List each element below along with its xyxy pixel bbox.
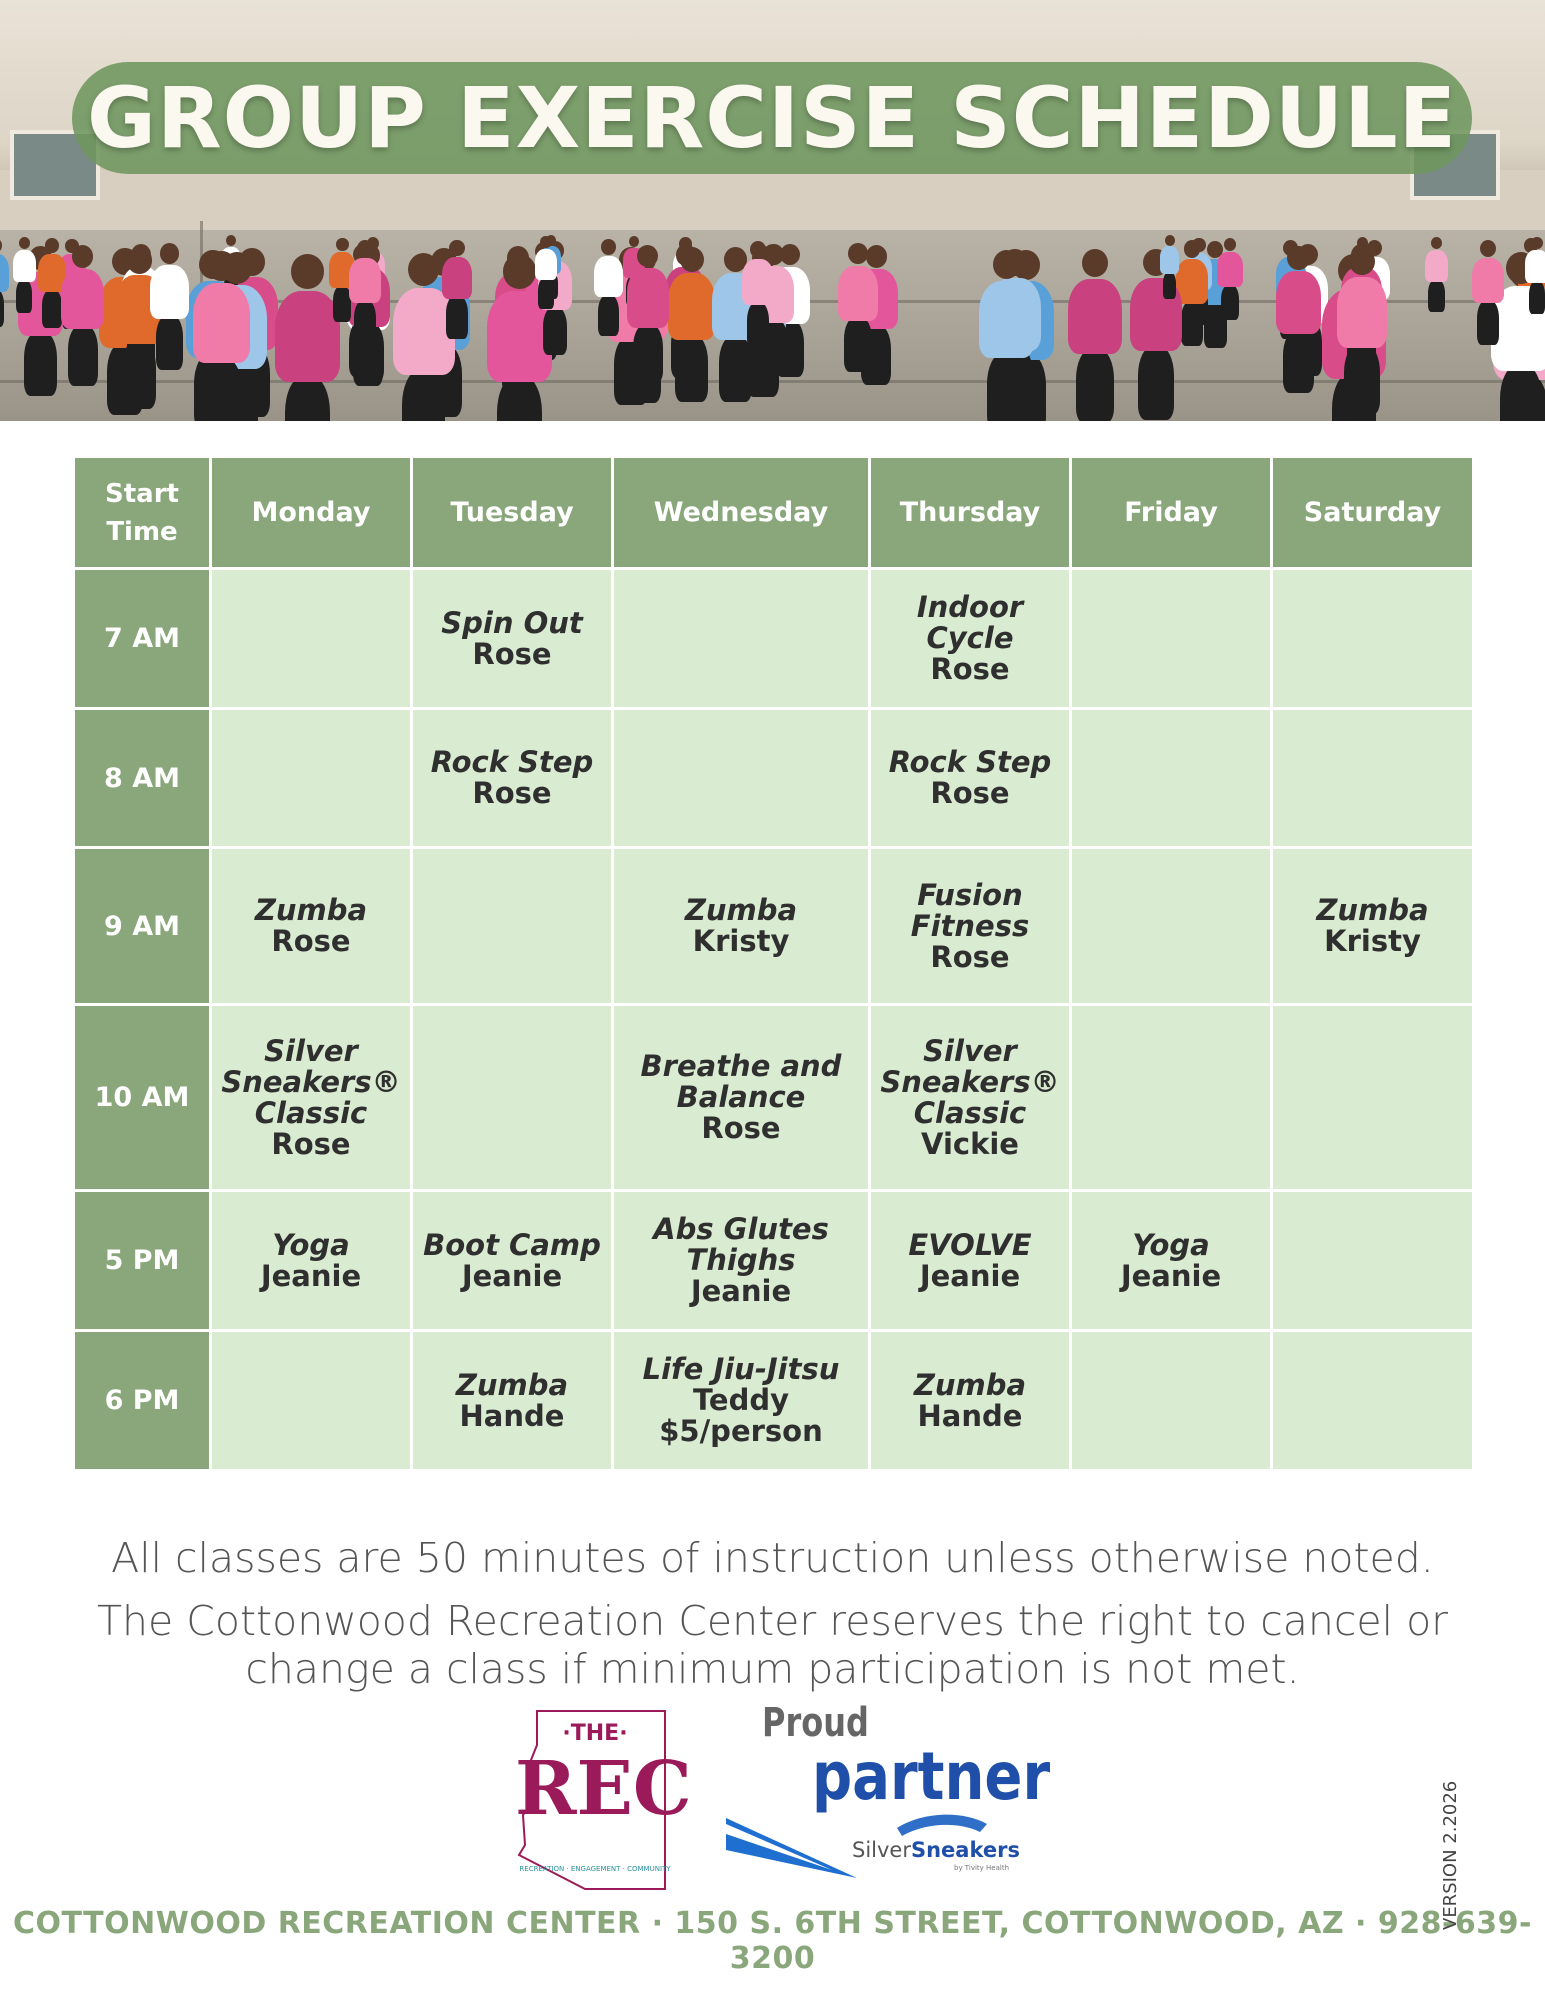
class-name: Abs Glutes: [653, 1212, 829, 1246]
class-name: Indoor: [916, 590, 1024, 624]
class-name: Fitness: [910, 908, 1030, 943]
instructor-name: Rose: [271, 1126, 351, 1161]
class-cell: [870, 1331, 1071, 1471]
tivity-health-label: by Tivity Health: [954, 1864, 1010, 1872]
instructor-name: Rose: [930, 939, 1010, 974]
class-name: Cycle: [926, 621, 1014, 655]
class-cell: [613, 1005, 870, 1191]
time-cell: 10 AM: [74, 1005, 211, 1191]
instructor-name: Teddy: [692, 1383, 790, 1417]
class-name: Yoga: [272, 1227, 350, 1262]
instructor-name: Jeanie: [1120, 1258, 1222, 1293]
time-cell: 9 AM: [74, 848, 211, 1005]
day-header-monday: Monday: [211, 457, 412, 569]
table-row: [74, 1191, 1474, 1331]
empty-cell: [1071, 1005, 1272, 1191]
class-name: Fusion: [917, 877, 1023, 912]
class-name: Sneakers®: [221, 1064, 401, 1099]
rec-logo-wordmark: REC: [515, 1746, 692, 1832]
instructor-name: Rose: [701, 1111, 781, 1145]
instructor-name: Rose: [930, 652, 1010, 686]
class-name: Rock Step: [888, 745, 1052, 779]
class-cell: [613, 1191, 870, 1331]
class-name: Classic: [913, 1095, 1027, 1130]
class-name: Sneakers®: [880, 1064, 1060, 1099]
class-name: Zumba: [455, 1367, 569, 1402]
class-cell: [412, 1191, 613, 1331]
class-name: Zumba: [913, 1367, 1027, 1402]
empty-cell: [613, 709, 870, 848]
class-name: Classic: [254, 1095, 368, 1130]
the-rec-logo: [515, 1705, 692, 1895]
class-name: EVOLVE: [908, 1227, 1032, 1262]
instructor-name: Jeanie: [919, 1258, 1021, 1293]
version-label: VERSION 2.2026: [1440, 1780, 1461, 1930]
class-name: Balance: [676, 1080, 806, 1114]
duration-note: All classes are 50 minutes of instruction unless otherwise noted.: [111, 1534, 1434, 1582]
table-row: [74, 1005, 1474, 1191]
class-name: Breathe and: [640, 1049, 842, 1083]
empty-cell: [613, 569, 870, 709]
empty-cell: [1071, 709, 1272, 848]
time-cell: 5 PM: [74, 1191, 211, 1331]
silversneakers-wordmark: SilverSneakers: [852, 1838, 1020, 1862]
instructor-name: Rose: [472, 776, 552, 810]
class-name: Zumba: [1316, 893, 1429, 927]
class-name: Thighs: [686, 1243, 796, 1277]
class-cell: [412, 1331, 613, 1471]
day-header-tuesday: Tuesday: [412, 457, 613, 569]
class-name: Rock Step: [430, 745, 594, 779]
class-name: Zumba: [254, 893, 368, 927]
empty-cell: [412, 1005, 613, 1191]
table-row: [74, 709, 1474, 848]
instructor-name: Rose: [930, 776, 1010, 810]
class-cell: [870, 848, 1071, 1005]
cancellation-note-line2: change a class if minimum participation is not met.: [245, 1645, 1300, 1693]
class-cell: [870, 569, 1071, 709]
class-cell: [211, 1191, 412, 1331]
instructor-name: Rose: [472, 636, 552, 671]
header-photo: [0, 0, 1545, 421]
schedule-table: [72, 455, 1475, 1472]
class-cell: [870, 1191, 1071, 1331]
empty-cell: [1272, 709, 1474, 848]
time-cell: 6 PM: [74, 1331, 211, 1471]
empty-cell: [1071, 848, 1272, 1005]
instructor-name: Vickie: [921, 1126, 1019, 1161]
class-cell: [211, 848, 412, 1005]
instructor-name: Hande: [917, 1398, 1023, 1433]
class-cell: [211, 1005, 412, 1191]
empty-cell: [1272, 1191, 1474, 1331]
class-cell: [1071, 1191, 1272, 1331]
page-title: GROUP EXERCISE SCHEDULE: [87, 69, 1457, 167]
class-cell: [412, 709, 613, 848]
title-banner: [72, 62, 1472, 174]
empty-cell: [211, 1331, 412, 1471]
class-cell: [412, 569, 613, 709]
header-row: [74, 457, 1474, 569]
day-header-friday: Friday: [1071, 457, 1272, 569]
empty-cell: [211, 569, 412, 709]
table-row: [74, 848, 1474, 1005]
rec-logo-tagline: RECREATION · ENGAGEMENT · COMMUNITY: [519, 1865, 671, 1873]
empty-cell: [412, 848, 613, 1005]
time-cell: 7 AM: [74, 569, 211, 709]
class-name: Yoga: [1132, 1227, 1210, 1262]
class-cell: [1272, 848, 1474, 1005]
instructor-name: Kristy: [1324, 924, 1421, 958]
class-name: Zumba: [684, 893, 798, 927]
cancellation-note-line1: The Cottonwood Recreation Center reserves the right to cancel or: [96, 1597, 1449, 1645]
class-name: Spin Out: [441, 605, 583, 640]
class-name: Silver: [264, 1033, 358, 1068]
center-address: COTTONWOOD RECREATION CENTER · 150 S. 6TH STREET, COTTONWOOD, AZ · 928-639-3200: [13, 1906, 1532, 1976]
rec-logo-the: ·THE·: [562, 1721, 628, 1746]
class-name: Life Jiu-Jitsu: [642, 1352, 840, 1386]
empty-cell: [1272, 569, 1474, 709]
instructor-name: Jeanie: [260, 1258, 362, 1293]
class-cell: [613, 848, 870, 1005]
instructor-name: Rose: [271, 924, 351, 958]
class-name: Boot Camp: [423, 1227, 601, 1262]
class-name: Silver: [923, 1033, 1017, 1068]
instructor-name: Jeanie: [690, 1274, 792, 1308]
class-price: $5/person: [659, 1414, 823, 1448]
instructor-name: Jeanie: [461, 1258, 563, 1293]
class-cell: [613, 1331, 870, 1471]
instructor-name: Kristy: [692, 924, 790, 958]
start-time-header: Start Time: [74, 457, 211, 569]
table-row: [74, 569, 1474, 709]
time-cell: 8 AM: [74, 709, 211, 848]
class-cell: [870, 1005, 1071, 1191]
class-cell: [870, 709, 1071, 848]
day-header-wednesday: Wednesday: [613, 457, 870, 569]
empty-cell: [1071, 1331, 1272, 1471]
empty-cell: [1071, 569, 1272, 709]
day-header-saturday: Saturday: [1272, 457, 1474, 569]
partner-logo-proud: Proud: [762, 1700, 869, 1746]
instructor-name: Hande: [459, 1398, 565, 1433]
empty-cell: [211, 709, 412, 848]
silversneakers-partner-logo: [722, 1700, 1051, 1890]
partner-logo-partner: partner: [812, 1738, 1051, 1815]
day-header-thursday: Thursday: [870, 457, 1071, 569]
empty-cell: [1272, 1005, 1474, 1191]
empty-cell: [1272, 1331, 1474, 1471]
table-row: [74, 1331, 1474, 1471]
